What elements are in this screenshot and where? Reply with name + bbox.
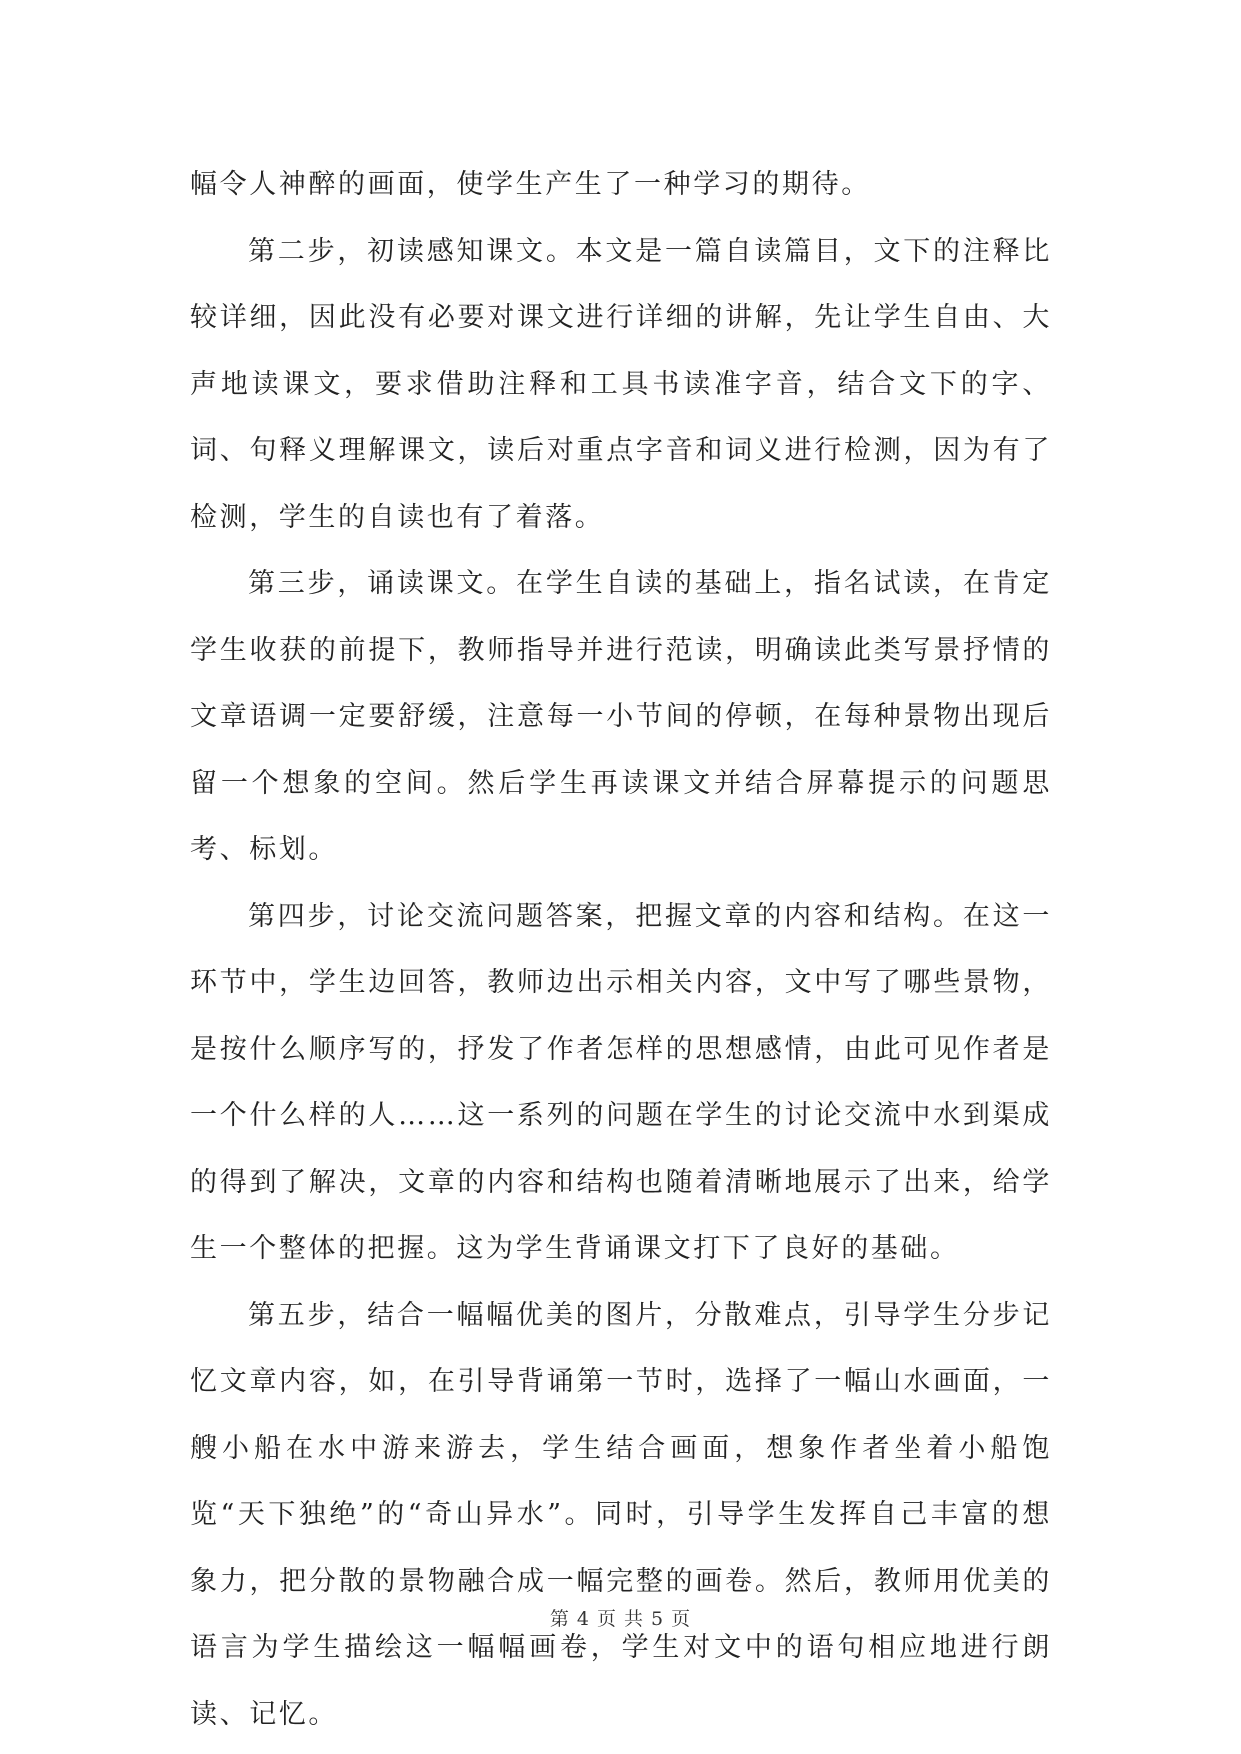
paragraph-step-three: 第三步，诵读课文。在学生自读的基础上，指名试读，在肯定学生收获的前提下，教师指导并进行范读，明确读此类写景抒情的文章语调一定要舒缓，注意每一小节间的停顿，在每种景物出现后留一个想象的空间。然后学生再读课文并结合屏幕提示的问题思考、标划。 bbox=[190, 568, 1052, 865]
paragraph-step-two: 第二步，初读感知课文。本文是一篇自读篇目，文下的注释比较详细，因此没有必要对课文进行详细的讲解，先让学生自由、大声地读课文，要求借助注释和工具书读准字音，结合文下的字、词、句释义理解课文，读后对重点字音和词义进行检测，因为有了检测，学生的自读也有了着落。 bbox=[190, 235, 1052, 533]
page-number-footer: 第 4 页 共 5 页 bbox=[549, 1608, 692, 1630]
body-text bbox=[190, 152, 1052, 1748]
paragraph-step-five: 第五步，结合一幅幅优美的图片，分散难点，引导学生分步记忆文章内容，如，在引导背诵第一节时，选择了一幅山水画面，一艘小船在水中游来游去，学生结合画面，想象作者坐着小船饱览“天下独绝”的“奇山异水”。同时，引导学生发挥自己丰富的想象力，把分散的景物融合成一幅完整的画卷。然后，教师用优美的语言为学生描绘这一幅幅画卷，学生对文中的语句相应地进行朗读、记忆。 bbox=[190, 1299, 1052, 1730]
paragraph-continuation: 幅令人神醉的画面，使学生产生了一种学习的期待。 bbox=[190, 169, 871, 200]
paragraph-step-four: 第四步，讨论交流问题答案，把握文章的内容和结构。在这一环节中，学生边回答，教师边出示相关内容，文中写了哪些景物，是按什么顺序写的，抒发了作者怎样的思想感情，由此可见作者是一个什么样的人……这一系列的问题在学生的讨论交流中水到渠成的得到了解决，文章的内容和结构也随着清晰地展示了出来，给学生一个整体的把握。这为学生背诵课文打下了良好的基础。 bbox=[190, 900, 1052, 1264]
